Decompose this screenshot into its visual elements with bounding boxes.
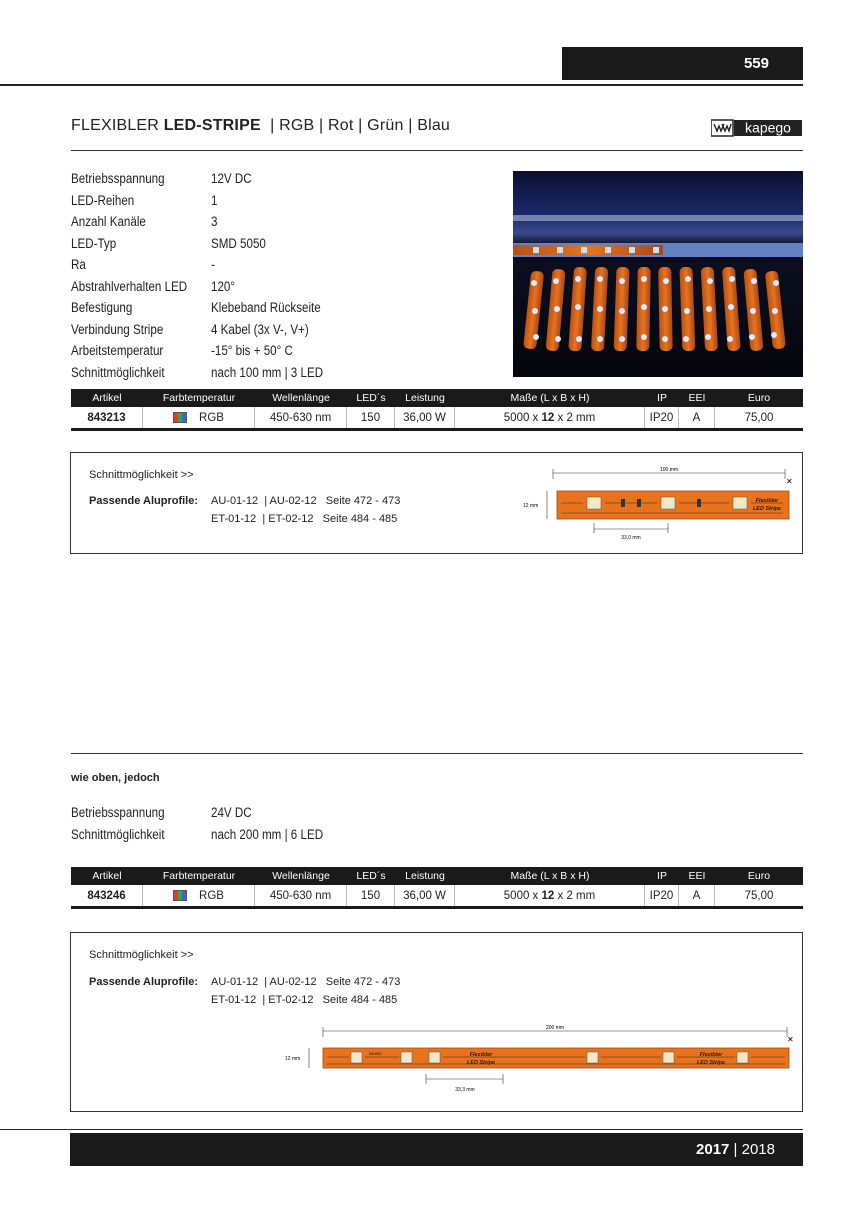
dimension-part: 12 [541, 411, 555, 424]
logo-text: kapego [745, 119, 791, 136]
column-header: Euro [747, 392, 771, 404]
strip-label-2: LED Stripe [752, 506, 782, 512]
strip-label-1: Flexibler [469, 1052, 493, 1058]
column-header: IP [657, 392, 667, 404]
alu-profiles-line-1: AU-01-12 | AU-02-12 Seite 472 - 473 [211, 976, 401, 988]
footer-year-next: | 2018 [729, 1141, 775, 1158]
column-header: LED´s [356, 870, 386, 882]
spec-value: 4 Kabel (3x V-, V+) [211, 321, 309, 337]
cell-artikel: 843246 [71, 885, 143, 906]
kapego-logo [711, 117, 803, 139]
spec-row [71, 365, 491, 386]
spec-value: Klebeband Rückseite [211, 300, 321, 315]
cell-ip: IP20 [645, 885, 679, 906]
cell-farbe [143, 407, 255, 428]
dimension-part: 5000 x [503, 411, 542, 424]
cell-artikel: 843213 [71, 407, 143, 428]
cell-euro: 75,00 [744, 889, 774, 902]
spec-label: Betriebsspannung [71, 171, 165, 186]
dimension-part: 12 [541, 889, 555, 902]
title-prefix: FLEXIBLER [71, 117, 164, 134]
cell-ip: IP20 [645, 407, 679, 428]
column-header: Farbtemperatur [162, 392, 236, 404]
spec-label: Verbindung Stripe [71, 321, 164, 337]
spec-row [71, 827, 491, 848]
dim-width: 12 mm [523, 503, 539, 509]
spec-value: 120° [211, 278, 236, 294]
strip-dimension-diagram-1 [521, 465, 796, 545]
column-header: Euro [747, 870, 771, 882]
alu-profiles-line-2: ET-01-12 | ET-02-12 Seite 484 - 485 [211, 994, 398, 1006]
spec-value: nach 200 mm | 6 LED [211, 826, 324, 842]
title-divider [71, 150, 803, 151]
dim-total: 100 mm [659, 467, 679, 473]
alu-profiles-label: Passende Aluprofile: [89, 976, 199, 988]
title-bold: LED-STRIPE [163, 117, 261, 134]
strip-voltage-label: 24VDC [369, 1051, 382, 1056]
cell-farbe [143, 885, 255, 906]
spec-value: 24V DC [211, 805, 252, 820]
strip-dimension-diagram-2 [283, 1019, 798, 1101]
product-table-1 [71, 389, 803, 431]
dim-cut: 33,3 mm [455, 1087, 475, 1093]
footer-bar [70, 1133, 803, 1166]
top-divider [0, 84, 803, 86]
cell-masse [455, 885, 645, 906]
column-header: EEI [688, 870, 706, 882]
color-label: RGB [199, 411, 224, 424]
spec-value: 3 [211, 214, 218, 229]
page-number-tab [562, 47, 803, 80]
section-divider [71, 753, 803, 754]
column-header: IP [657, 870, 667, 882]
cut-mark-icon: ✕ [787, 1035, 794, 1044]
cell-wellen: 450-630 nm [255, 885, 347, 906]
dimension-part: x 2 mm [554, 411, 596, 424]
alu-profiles-label: Passende Aluprofile: [89, 495, 199, 507]
strip-label-3: Flexibler [699, 1052, 723, 1058]
rgb-color-icon [173, 412, 187, 423]
dim-width: 12 mm [285, 1056, 301, 1062]
cell-eei: A [679, 885, 715, 906]
spec-value: -15° bis + 50° C [211, 343, 293, 358]
table-header [71, 867, 803, 885]
spec-row [71, 805, 491, 826]
cell-masse [455, 407, 645, 428]
cell-eei: A [679, 407, 715, 428]
spec-label: Betriebsspannung [71, 805, 165, 820]
cut-option-label: Schnittmöglichkeit >> [89, 949, 194, 961]
alu-profiles-line-1: AU-01-12 | AU-02-12 Seite 472 - 473 [211, 495, 401, 507]
alu-profiles-line-2: ET-01-12 | ET-02-12 Seite 484 - 485 [211, 513, 398, 525]
dim-cut: 33,0 mm [621, 535, 641, 541]
column-header: Leistung [405, 392, 445, 404]
spec-label: Schnittmöglichkeit [71, 826, 165, 842]
cut-option-label: Schnittmöglichkeit >> [89, 469, 194, 481]
title-suffix: | RGB | Rot | Grün | Blau [260, 117, 451, 134]
spec-row [71, 236, 491, 257]
page-title [71, 117, 450, 135]
column-header: Leistung [405, 870, 445, 882]
section-2-title: wie oben, jedoch [71, 772, 160, 784]
column-header: Wellenlänge [272, 870, 330, 882]
spec-label: Befestigung [71, 300, 133, 315]
strip-label-1: Flexibler [755, 498, 779, 504]
spec-value: nach 100 mm | 3 LED [211, 364, 324, 380]
dimension-part: x 2 mm [554, 889, 596, 902]
cell-leds: 150 [347, 885, 395, 906]
spec-label: Ra [71, 257, 86, 272]
spec-label: Schnittmöglichkeit [71, 364, 165, 380]
dimension-part: 5000 x [503, 889, 542, 902]
table-header [71, 389, 803, 407]
spec-row [71, 343, 491, 364]
page-number: 559 [743, 55, 769, 72]
info-box-1 [70, 452, 803, 554]
spec-label: LED-Typ [71, 235, 117, 251]
info-box-2 [70, 932, 803, 1112]
strip-label-4: LED Stripe [696, 1060, 726, 1066]
spec-row [71, 193, 491, 214]
spec-row [71, 257, 491, 278]
spec-label: Anzahl Kanäle [71, 214, 146, 229]
spec-row [71, 214, 491, 235]
table-row [71, 407, 803, 431]
strip-label-2: LED Stripe [466, 1060, 496, 1066]
spec-row [71, 322, 491, 343]
cut-mark-icon: ✕ [786, 477, 793, 486]
spec-label: LED-Reihen [71, 192, 135, 208]
column-header: Maße (L x B x H) [510, 870, 590, 882]
spec-value: 1 [211, 192, 218, 208]
column-header: LED´s [356, 392, 386, 404]
column-header: Maße (L x B x H) [510, 392, 590, 404]
dim-total: 200 mm [545, 1025, 565, 1031]
rgb-color-icon [173, 890, 187, 901]
product-table-2 [71, 867, 803, 909]
spec-row [71, 171, 491, 192]
column-header: Wellenlänge [272, 392, 330, 404]
spec-value: - [211, 257, 215, 272]
color-label: RGB [199, 889, 224, 902]
spec-value: 12V DC [211, 171, 252, 186]
spec-value: SMD 5050 [211, 235, 266, 251]
spec-label: Arbeitstemperatur [71, 343, 164, 358]
cell-euro: 75,00 [744, 411, 774, 424]
spec-label: Abstrahlverhalten LED [71, 278, 188, 294]
led-stripe-photo [513, 171, 803, 377]
table-row [71, 885, 803, 909]
cell-leistung: 36,00 W [395, 885, 455, 906]
column-header: EEI [688, 392, 706, 404]
spec-row [71, 300, 491, 321]
footer-year: 2017 [696, 1141, 730, 1158]
column-header: Farbtemperatur [162, 870, 236, 882]
spec-row [71, 279, 491, 300]
cell-wellen: 450-630 nm [255, 407, 347, 428]
cell-leistung: 36,00 W [395, 407, 455, 428]
cell-leds: 150 [347, 407, 395, 428]
bottom-divider [0, 1129, 803, 1130]
column-header: Artikel [92, 392, 122, 404]
column-header: Artikel [92, 870, 122, 882]
